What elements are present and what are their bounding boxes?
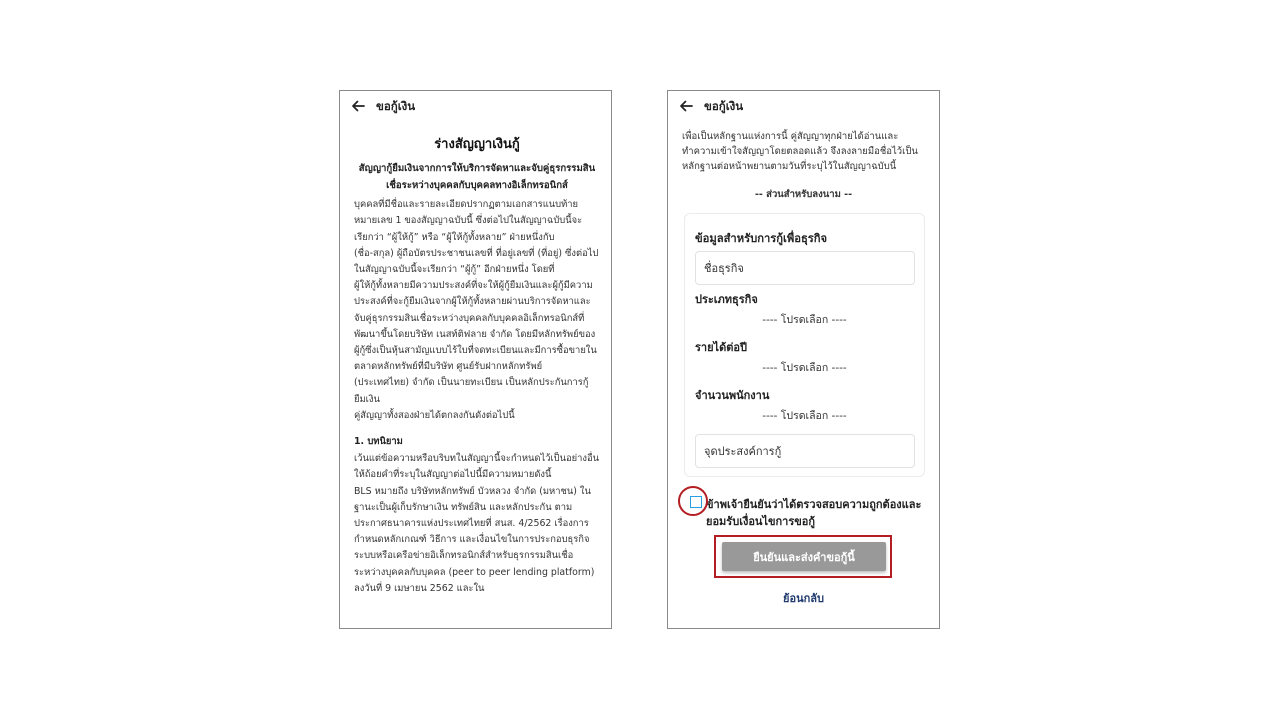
annual-income-select[interactable]: ---- โปรดเลือก ---- xyxy=(762,362,847,374)
signature-section-heading: -- ส่วนสำหรับลงนาม -- xyxy=(754,189,853,200)
employee-count-select[interactable]: ---- โปรดเลือก ---- xyxy=(762,410,847,422)
arrow-left-icon[interactable] xyxy=(678,98,694,114)
loan-purpose-field-box xyxy=(695,434,915,468)
contract-paragraph: เว้นแต่ข้อความหรือบริบทในสัญญานี้จะกำหนดไว้เป็นอย่างอื่น ให้ถ้อยคำที่ระบุในสัญญาต่อไปนี้มีความหมายดังนี้ xyxy=(354,453,600,481)
employee-count-label: จำนวนพนักงาน xyxy=(695,389,770,402)
business-name-input[interactable] xyxy=(696,252,914,284)
business-name-field-box xyxy=(695,251,915,285)
business-loan-form xyxy=(684,213,925,477)
contract-document xyxy=(354,137,600,597)
contract-paragraph: คู่สัญญาทั้งสองฝ่ายได้ตกลงกันดังต่อไปนี้ xyxy=(354,409,515,421)
signature-intro-text: เพื่อเป็นหลักฐานแห่งการนี้ คู่สัญญาทุกฝ่ายได้อ่านและทำความเข้าใจสัญญาโดยตลอดแล้ว จึงลงลายมือชื่อไว้เป็นหลักฐานต่อหน้าพยานตามวันที่ระบุไว้ในสัญญาฉบับนี้ xyxy=(682,131,918,172)
business-type-label: ประเภทธุรกิจ xyxy=(695,293,758,306)
header-bar xyxy=(340,91,611,121)
header-bar xyxy=(668,91,939,121)
contract-paragraph: ผู้ให้กู้ทั้งหลายมีความประสงค์ที่จะให้ผู้กู้ยืมเงินและผู้กู้มีความประสงค์ที่จะกู้ยืมเงินจากผู้ให้กู้ทั้งหลายผ่านบริการจัดหาและจับคู่ธุรกรรมสินเชื่อระหว่างบุคคลกับบุคคลอิเล็กทรอนิกส์ที่พัฒนาขึ้นโดยบริษัท เนสท์ติฟลาย จำกัด โดยมีหลักทรัพย์ของผู้กู้ซึ่งเป็นหุ้นสามัญแบบไร้ใบที่จดทะเบียนและมีการซื้อขายในตลาดหลักทรัพย์ที่มีบริษัท ศูนย์รับฝากหลักทรัพย์ (ประเทศไทย) จำกัด เป็นนายทะเบียน เป็นหลักประกันการกู้ยืมเงิน xyxy=(354,280,597,405)
form-title: ข้อมูลสำหรับการกู้เพื่อธุรกิจ xyxy=(695,232,828,245)
contract-title: ร่างสัญญาเงินกู้ xyxy=(434,137,520,152)
submit-button-highlight-box xyxy=(714,535,892,578)
arrow-left-icon[interactable] xyxy=(350,98,366,114)
consent-label: ข้าพเจ้ายืนยันว่าได้ตรวจสอบความถูกต้องและยอมรับเงื่อนไขการขอกู้ xyxy=(706,498,922,528)
contract-paragraph: (ชื่อ-สกุล) ผู้ถือบัตรประชาชนเลขที่ ที่อยู่เลขที่ (ที่อยู่) ซึ่งต่อไปในสัญญาฉบับนี้จะเรียกว่า “ผู้กู้” อีกฝ่ายหนึ่ง โดยที่ xyxy=(354,247,599,276)
contract-screen xyxy=(339,90,612,629)
contract-paragraph: BLS หมายถึง บริษัทหลักทรัพย์ บัวหลวง จำกัด (มหาชน) ในฐานะเป็นผู้เก็บรักษาเงิน ทรัพย์สิน และหลักประกัน ตามประกาศธนาคารแห่งประเทศไทยที่ สนส. 4/2562 เรื่องการกำหนดหลักเกณฑ์ วิธีการ และเงื่อนไขในการประกอบธุรกิจระบบหรือเครือข่ายอิเล็กทรอนิกส์สำหรับธุรกรรมสินเชื่อระหว่างบุคคลกับบุคคล (peer to peer lending platform) ลงวันที่ 9 เมษายน 2562 และใน xyxy=(354,485,595,594)
submit-loan-request-button[interactable]: ยืนยันและส่งคำขอกู้นี้ xyxy=(722,542,886,571)
business-type-select[interactable]: ---- โปรดเลือก ---- xyxy=(762,314,847,326)
page-title: ขอกู้เงิน xyxy=(376,99,416,113)
back-link[interactable]: ย้อนกลับ xyxy=(783,592,824,605)
section-heading: 1. บทนิยาม xyxy=(354,436,403,448)
page-title: ขอกู้เงิน xyxy=(704,99,744,113)
contract-paragraph: บุคคลที่มีชื่อและรายละเอียดปรากฏตามเอกสารแนบท้ายหมายเลข 1 ของสัญญาฉบับนี้ ซึ่งต่อไปในสัญญาฉบับนี้จะเรียกว่า “ผู้ให้กู้” หรือ “ผู้ให้กู้ทั้งหลาย” ฝ่ายหนึ่งกับ xyxy=(354,199,583,243)
loan-purpose-input[interactable] xyxy=(696,435,914,467)
checkbox-highlight-circle xyxy=(678,486,708,516)
annual-income-label: รายได้ต่อปี xyxy=(695,341,747,354)
contract-subtitle: สัญญากู้ยืมเงินจากการให้บริการจัดหาและจับคู่ธุรกรรมสินเชื่อระหว่างบุคคลกับบุคคลทางอิเล็กทรอนิกส์ xyxy=(358,163,596,191)
